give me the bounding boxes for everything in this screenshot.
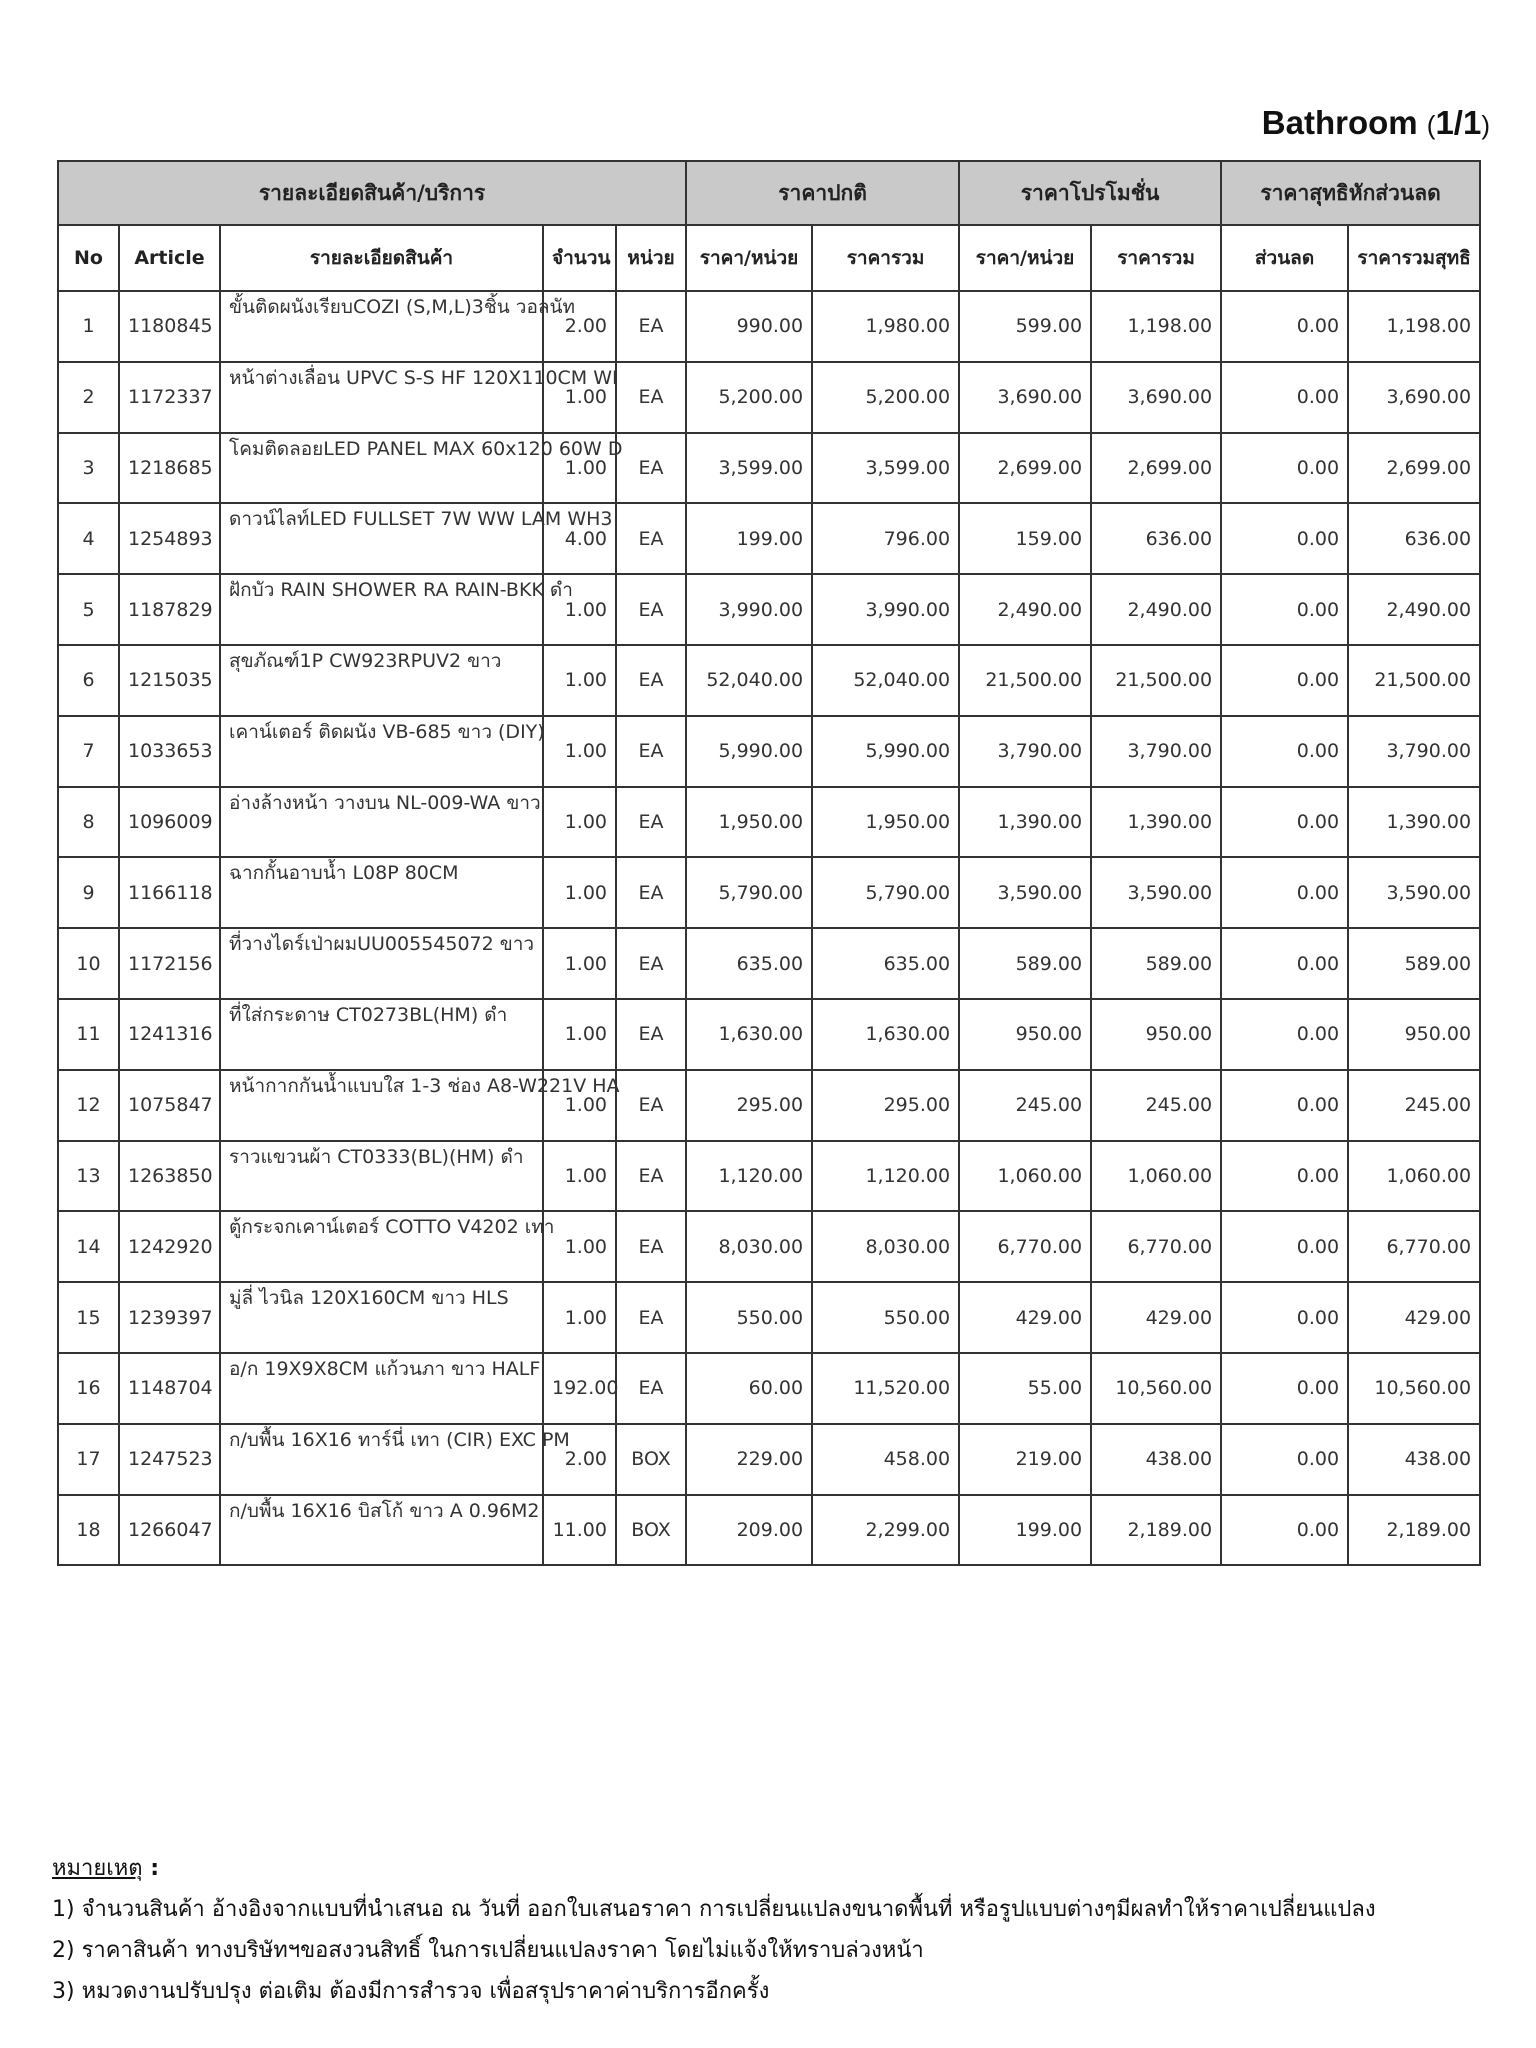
table-row (58, 1211, 1480, 1282)
cell-discount: 0.00 (1221, 1141, 1348, 1212)
cell-total: 295.00 (812, 1070, 959, 1141)
cell-promo-total: 429.00 (1091, 1282, 1221, 1353)
table-row (58, 1141, 1480, 1212)
cell-promo-total: 1,390.00 (1091, 787, 1221, 858)
cell-total: 1,120.00 (812, 1141, 959, 1212)
cell-qty: 1.00 (543, 716, 616, 787)
table-row (58, 716, 1480, 787)
cell-unit: EA (616, 291, 686, 362)
cell-promo-total: 3,690.00 (1091, 362, 1221, 433)
cell-promo-unit-price: 2,490.00 (959, 574, 1091, 645)
cell-unit-price: 52,040.00 (686, 645, 812, 716)
cell-unit-price: 8,030.00 (686, 1211, 812, 1282)
cell-unit-price: 60.00 (686, 1353, 812, 1424)
cell-article: 1254893 (119, 503, 220, 574)
cell-unit-price: 5,990.00 (686, 716, 812, 787)
cell-unit-price: 5,200.00 (686, 362, 812, 433)
note-line-1: 1) จำนวนสินค้า อ้างอิงจากแบบที่นำเสนอ ณ วันที่ ออกใบเสนอราคา การเปลี่ยนแปลงขนาดพื้นที่ หรือรูปแบบต่างๆมีผลทำให้ราคาเปลี่ยนแปลง (52, 1897, 1376, 1922)
cell-description: ขั้นติดผนังเรียบCOZI (S,M,L)3ชิ้น วอลนัท (220, 291, 543, 362)
cell-net-total: 245.00 (1348, 1070, 1480, 1141)
cell-unit-price: 635.00 (686, 928, 812, 999)
cell-description: มู่ลี่ ไวนิล 120X160CM ขาว HLS (220, 1282, 543, 1353)
cell-article: 1218685 (119, 433, 220, 504)
cell-promo-unit-price: 950.00 (959, 999, 1091, 1070)
cell-article: 1266047 (119, 1495, 220, 1566)
cell-unit: EA (616, 433, 686, 504)
cell-net-total: 21,500.00 (1348, 645, 1480, 716)
cell-no: 3 (58, 433, 119, 504)
cell-promo-unit-price: 429.00 (959, 1282, 1091, 1353)
cell-article: 1247523 (119, 1424, 220, 1495)
cell-description: เคาน์เตอร์ ติดผนัง VB-685 ขาว (DIY) (220, 716, 543, 787)
cell-no: 8 (58, 787, 119, 858)
cell-qty: 1.00 (543, 1211, 616, 1282)
cell-qty: 1.00 (543, 433, 616, 504)
cell-promo-unit-price: 159.00 (959, 503, 1091, 574)
table-row (58, 1353, 1480, 1424)
cell-net-total: 3,690.00 (1348, 362, 1480, 433)
col-header-article: Article (119, 225, 220, 291)
cell-total: 458.00 (812, 1424, 959, 1495)
group-header-row (58, 161, 1480, 225)
cell-article: 1096009 (119, 787, 220, 858)
col-header-unit-price: ราคา/หน่วย (686, 225, 812, 291)
cell-unit: EA (616, 999, 686, 1070)
table-row (58, 1424, 1480, 1495)
cell-qty: 1.00 (543, 1070, 616, 1141)
title-page: 1/1 (1435, 104, 1482, 141)
col-header-qty: จำนวน (543, 225, 616, 291)
cell-promo-total: 2,189.00 (1091, 1495, 1221, 1566)
cell-qty: 11.00 (543, 1495, 616, 1566)
cell-qty: 1.00 (543, 1282, 616, 1353)
cell-unit-price: 5,790.00 (686, 857, 812, 928)
notes-section (52, 1848, 1376, 2012)
cell-no: 2 (58, 362, 119, 433)
cell-discount: 0.00 (1221, 999, 1348, 1070)
cell-unit: EA (616, 928, 686, 999)
cell-total: 5,200.00 (812, 362, 959, 433)
cell-net-total: 1,060.00 (1348, 1141, 1480, 1212)
cell-description: ก/บพื้น 16X16 ทาร์นี่ เทา (CIR) EXC PM (220, 1424, 543, 1495)
cell-promo-unit-price: 199.00 (959, 1495, 1091, 1566)
cell-discount: 0.00 (1221, 574, 1348, 645)
table-row (58, 291, 1480, 362)
cell-promo-unit-price: 2,699.00 (959, 433, 1091, 504)
cell-total: 8,030.00 (812, 1211, 959, 1282)
cell-unit-price: 199.00 (686, 503, 812, 574)
cell-promo-unit-price: 3,590.00 (959, 857, 1091, 928)
col-header-promo-unit-price: ราคา/หน่วย (959, 225, 1091, 291)
cell-no: 7 (58, 716, 119, 787)
cell-unit: EA (616, 1070, 686, 1141)
cell-description: อ/ก 19X9X8CM แก้วนภา ขาว HALF (220, 1353, 543, 1424)
cell-qty: 1.00 (543, 362, 616, 433)
cell-unit-price: 295.00 (686, 1070, 812, 1141)
cell-promo-total: 950.00 (1091, 999, 1221, 1070)
col-header-total: ราคารวม (812, 225, 959, 291)
cell-promo-total: 1,198.00 (1091, 291, 1221, 362)
cell-promo-total: 589.00 (1091, 928, 1221, 999)
cell-discount: 0.00 (1221, 1353, 1348, 1424)
cell-article: 1241316 (119, 999, 220, 1070)
cell-net-total: 438.00 (1348, 1424, 1480, 1495)
cell-net-total: 636.00 (1348, 503, 1480, 574)
cell-description: ที่ใส่กระดาษ CT0273BL(HM) ดำ (220, 999, 543, 1070)
cell-unit: EA (616, 503, 686, 574)
cell-unit: EA (616, 645, 686, 716)
cell-promo-total: 21,500.00 (1091, 645, 1221, 716)
cell-net-total: 1,390.00 (1348, 787, 1480, 858)
cell-net-total: 950.00 (1348, 999, 1480, 1070)
cell-unit: EA (616, 574, 686, 645)
page-title (1262, 104, 1490, 142)
cell-total: 1,630.00 (812, 999, 959, 1070)
cell-qty: 1.00 (543, 787, 616, 858)
cell-promo-total: 2,699.00 (1091, 433, 1221, 504)
cell-description: อ่างล้างหน้า วางบน NL-009-WA ขาว (220, 787, 543, 858)
table-row (58, 503, 1480, 574)
cell-no: 6 (58, 645, 119, 716)
cell-qty: 4.00 (543, 503, 616, 574)
cell-promo-total: 245.00 (1091, 1070, 1221, 1141)
cell-total: 1,950.00 (812, 787, 959, 858)
cell-unit: BOX (616, 1495, 686, 1566)
cell-no: 9 (58, 857, 119, 928)
quotation-table (57, 160, 1481, 1566)
cell-promo-unit-price: 3,790.00 (959, 716, 1091, 787)
cell-discount: 0.00 (1221, 1282, 1348, 1353)
cell-qty: 192.00 (543, 1353, 616, 1424)
note-line-2: 2) ราคาสินค้า ทางบริษัทฯขอสงวนสิทธิ์ ในการเปลี่ยนแปลงราคา โดยไม่แจ้งให้ทราบล่วงหน้า (52, 1938, 924, 1963)
table-row (58, 999, 1480, 1070)
cell-discount: 0.00 (1221, 291, 1348, 362)
cell-promo-total: 1,060.00 (1091, 1141, 1221, 1212)
cell-net-total: 429.00 (1348, 1282, 1480, 1353)
cell-promo-total: 438.00 (1091, 1424, 1221, 1495)
title-paren-close: ) (1481, 110, 1490, 140)
cell-description: ฉากกั้นอาบน้ำ L08P 80CM (220, 857, 543, 928)
cell-discount: 0.00 (1221, 1211, 1348, 1282)
cell-unit: BOX (616, 1424, 686, 1495)
cell-unit: EA (616, 1282, 686, 1353)
cell-qty: 1.00 (543, 1141, 616, 1212)
cell-promo-unit-price: 599.00 (959, 291, 1091, 362)
cell-discount: 0.00 (1221, 1424, 1348, 1495)
cell-article: 1033653 (119, 716, 220, 787)
cell-unit-price: 1,630.00 (686, 999, 812, 1070)
cell-net-total: 2,490.00 (1348, 574, 1480, 645)
cell-description: ดาวน์ไลท์LED FULLSET 7W WW LAM WH3 (220, 503, 543, 574)
cell-qty: 1.00 (543, 928, 616, 999)
note-line-3: 3) หมวดงานปรับปรุง ต่อเติม ต้องมีการสำรวจ เพื่อสรุปราคาค่าบริการอีกครั้ง (52, 1979, 770, 2004)
cell-total: 2,299.00 (812, 1495, 959, 1566)
cell-no: 13 (58, 1141, 119, 1212)
cell-net-total: 1,198.00 (1348, 291, 1480, 362)
cell-unit: EA (616, 857, 686, 928)
col-header-promo-total: ราคารวม (1091, 225, 1221, 291)
cell-net-total: 10,560.00 (1348, 1353, 1480, 1424)
cell-unit: EA (616, 1141, 686, 1212)
cell-article: 1242920 (119, 1211, 220, 1282)
cell-discount: 0.00 (1221, 857, 1348, 928)
cell-promo-unit-price: 1,060.00 (959, 1141, 1091, 1212)
col-header-no: No (58, 225, 119, 291)
cell-article: 1172156 (119, 928, 220, 999)
cell-promo-total: 6,770.00 (1091, 1211, 1221, 1282)
table-row (58, 433, 1480, 504)
cell-qty: 1.00 (543, 999, 616, 1070)
cell-unit: EA (616, 716, 686, 787)
table-row (58, 1070, 1480, 1141)
cell-no: 4 (58, 503, 119, 574)
cell-net-total: 3,790.00 (1348, 716, 1480, 787)
cell-discount: 0.00 (1221, 362, 1348, 433)
table-row (58, 362, 1480, 433)
group-header-details: รายละเอียดสินค้า/บริการ (58, 161, 686, 225)
cell-promo-total: 2,490.00 (1091, 574, 1221, 645)
cell-no: 10 (58, 928, 119, 999)
cell-total: 5,790.00 (812, 857, 959, 928)
cell-discount: 0.00 (1221, 1495, 1348, 1566)
cell-total: 1,980.00 (812, 291, 959, 362)
notes-heading-line (52, 1848, 1376, 1889)
cell-promo-total: 636.00 (1091, 503, 1221, 574)
cell-promo-total: 3,590.00 (1091, 857, 1221, 928)
cell-net-total: 2,699.00 (1348, 433, 1480, 504)
cell-net-total: 3,590.00 (1348, 857, 1480, 928)
cell-article: 1180845 (119, 291, 220, 362)
title-main: Bathroom (1261, 104, 1418, 141)
cell-discount: 0.00 (1221, 928, 1348, 999)
notes-heading-colon: : (142, 1856, 160, 1881)
table-row (58, 1495, 1480, 1566)
cell-qty: 2.00 (543, 1424, 616, 1495)
group-header-promo-price: ราคาโปรโมชั่น (959, 161, 1221, 225)
col-header-discount: ส่วนลด (1221, 225, 1348, 291)
cell-qty: 1.00 (543, 857, 616, 928)
cell-discount: 0.00 (1221, 787, 1348, 858)
cell-unit: EA (616, 787, 686, 858)
cell-description: สุขภัณฑ์1P CW923RPUV2 ขาว (220, 645, 543, 716)
table-row (58, 787, 1480, 858)
cell-total: 11,520.00 (812, 1353, 959, 1424)
cell-promo-unit-price: 245.00 (959, 1070, 1091, 1141)
cell-article: 1148704 (119, 1353, 220, 1424)
cell-no: 17 (58, 1424, 119, 1495)
cell-description: ฝักบัว RAIN SHOWER RA RAIN-BKK ดำ (220, 574, 543, 645)
title-paren-open: ( (1426, 110, 1436, 140)
cell-unit: EA (616, 1353, 686, 1424)
cell-total: 550.00 (812, 1282, 959, 1353)
cell-description: หน้ากากกันน้ำแบบใส 1-3 ช่อง A8-W221V HA (220, 1070, 543, 1141)
cell-unit: EA (616, 1211, 686, 1282)
table-row (58, 857, 1480, 928)
cell-promo-unit-price: 6,770.00 (959, 1211, 1091, 1282)
cell-promo-unit-price: 589.00 (959, 928, 1091, 999)
cell-no: 15 (58, 1282, 119, 1353)
cell-unit-price: 209.00 (686, 1495, 812, 1566)
cell-total: 3,599.00 (812, 433, 959, 504)
cell-no: 12 (58, 1070, 119, 1141)
cell-total: 635.00 (812, 928, 959, 999)
cell-discount: 0.00 (1221, 645, 1348, 716)
cell-unit-price: 3,599.00 (686, 433, 812, 504)
group-header-net-price: ราคาสุทธิหักส่วนลด (1221, 161, 1480, 225)
cell-promo-unit-price: 3,690.00 (959, 362, 1091, 433)
cell-description: ราวแขวนผ้า CT0333(BL)(HM) ดำ (220, 1141, 543, 1212)
cell-unit-price: 990.00 (686, 291, 812, 362)
cell-discount: 0.00 (1221, 503, 1348, 574)
cell-promo-unit-price: 1,390.00 (959, 787, 1091, 858)
cell-discount: 0.00 (1221, 716, 1348, 787)
cell-unit: EA (616, 362, 686, 433)
cell-net-total: 589.00 (1348, 928, 1480, 999)
cell-article: 1187829 (119, 574, 220, 645)
cell-article: 1166118 (119, 857, 220, 928)
cell-promo-unit-price: 55.00 (959, 1353, 1091, 1424)
cell-unit-price: 1,950.00 (686, 787, 812, 858)
cell-article: 1215035 (119, 645, 220, 716)
cell-promo-total: 10,560.00 (1091, 1353, 1221, 1424)
cell-unit-price: 229.00 (686, 1424, 812, 1495)
cell-total: 5,990.00 (812, 716, 959, 787)
cell-promo-total: 3,790.00 (1091, 716, 1221, 787)
cell-description: ตู้กระจกเคาน์เตอร์ COTTO V4202 เทา (220, 1211, 543, 1282)
cell-unit-price: 550.00 (686, 1282, 812, 1353)
cell-no: 14 (58, 1211, 119, 1282)
cell-article: 1263850 (119, 1141, 220, 1212)
cell-description: ที่วางไดร์เป่าผมUU005545072 ขาว (220, 928, 543, 999)
cell-promo-unit-price: 219.00 (959, 1424, 1091, 1495)
cell-net-total: 2,189.00 (1348, 1495, 1480, 1566)
table-row (58, 928, 1480, 999)
cell-discount: 0.00 (1221, 433, 1348, 504)
group-header-normal-price: ราคาปกติ (686, 161, 959, 225)
cell-no: 18 (58, 1495, 119, 1566)
col-header-net-total: ราคารวมสุทธิ (1348, 225, 1480, 291)
cell-total: 796.00 (812, 503, 959, 574)
cell-no: 5 (58, 574, 119, 645)
cell-unit-price: 1,120.00 (686, 1141, 812, 1212)
cell-article: 1075847 (119, 1070, 220, 1141)
cell-unit-price: 3,990.00 (686, 574, 812, 645)
cell-qty: 1.00 (543, 574, 616, 645)
cell-qty: 1.00 (543, 645, 616, 716)
cell-no: 16 (58, 1353, 119, 1424)
cell-description: โคมติดลอยLED PANEL MAX 60x120 60W D (220, 433, 543, 504)
cell-total: 3,990.00 (812, 574, 959, 645)
cell-no: 1 (58, 291, 119, 362)
cell-article: 1172337 (119, 362, 220, 433)
cell-total: 52,040.00 (812, 645, 959, 716)
column-header-row (58, 225, 1480, 291)
cell-article: 1239397 (119, 1282, 220, 1353)
cell-no: 11 (58, 999, 119, 1070)
cell-discount: 0.00 (1221, 1070, 1348, 1141)
cell-qty: 2.00 (543, 291, 616, 362)
notes-heading: หมายเหตุ (52, 1856, 143, 1881)
cell-promo-unit-price: 21,500.00 (959, 645, 1091, 716)
cell-description: หน้าต่างเลื่อน UPVC S-S HF 120X110CM WI (220, 362, 543, 433)
cell-description: ก/บพื้น 16X16 บิสโก้ ขาว A 0.96M2 (220, 1495, 543, 1566)
col-header-unit: หน่วย (616, 225, 686, 291)
table-row (58, 574, 1480, 645)
table-row (58, 645, 1480, 716)
table-row (58, 1282, 1480, 1353)
cell-net-total: 6,770.00 (1348, 1211, 1480, 1282)
col-header-description: รายละเอียดสินค้า (220, 225, 543, 291)
